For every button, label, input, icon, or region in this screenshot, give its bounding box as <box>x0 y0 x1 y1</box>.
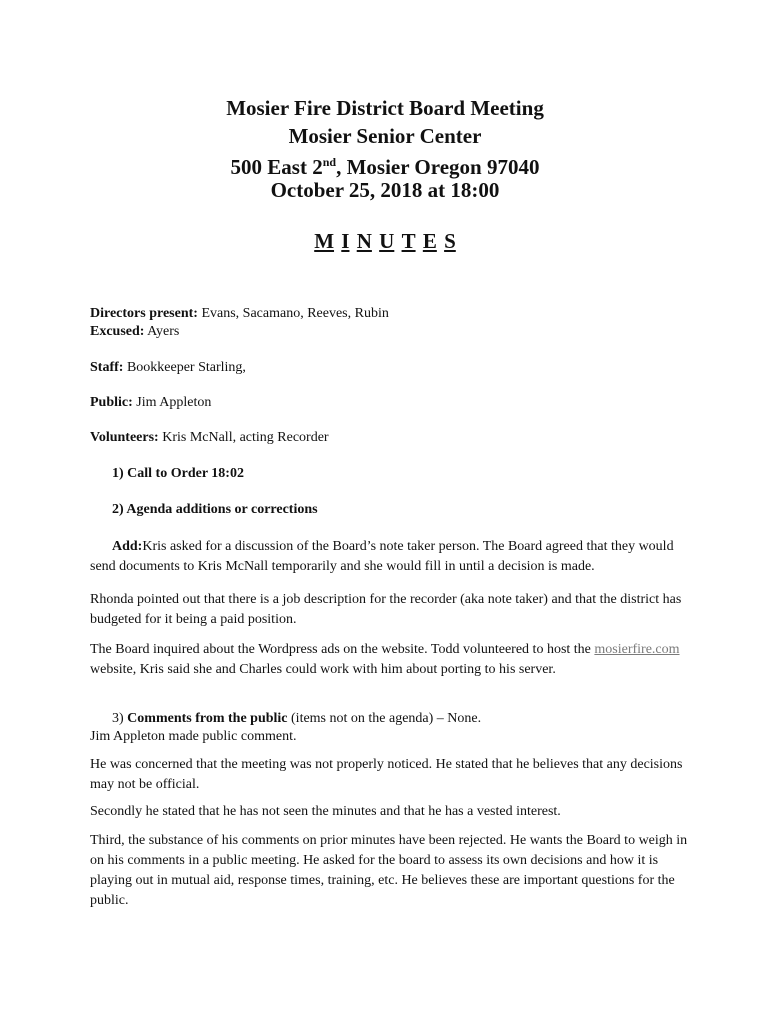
item3-rest: (items not on the agenda) – None. <box>287 711 482 726</box>
minutes-letter: M <box>314 229 335 253</box>
add-label: Add: <box>112 539 143 554</box>
public-value: Jim Appleton <box>132 395 212 410</box>
staff <box>90 358 690 378</box>
wordpress-text-post: website, Kris said she and Charles could work with him about porting to his server. <box>90 662 556 677</box>
agenda-item-1: 1) Call to Order 18:02 <box>112 466 244 481</box>
secondly-paragraph: Secondly he stated that he has not seen the minutes and that he has a vested interest. <box>90 804 561 819</box>
item3-number: 3) <box>112 711 128 726</box>
address-prefix: 500 East 2 <box>230 155 323 179</box>
public <box>90 393 690 413</box>
minutes-letter: T <box>401 229 416 253</box>
add-paragraph <box>90 537 690 577</box>
public-label: Public: <box>90 395 133 410</box>
concern-paragraph: He was concerned that the meeting was not properly noticed. He stated that he believes that any decisions may not be official. <box>90 757 683 792</box>
directors-label: Directors present: <box>90 306 198 321</box>
meeting-date: October 25, 2018 at 18:00 <box>270 178 500 202</box>
volunteers-value: Kris McNall, acting Recorder <box>158 430 329 445</box>
meeting-location: Mosier Senior Center <box>288 124 482 148</box>
wordpress-paragraph <box>90 640 690 680</box>
address-suffix: , Mosier Oregon 97040 <box>336 155 540 179</box>
volunteers <box>90 428 690 448</box>
agenda-item-3 <box>90 709 712 729</box>
jim-comment: Jim Appleton made public comment. <box>90 729 297 744</box>
add-text: Kris asked for a discussion of the Board’s note taker person. The Board agreed that they would send documents to Kris McNall temporarily and she would fill in until a decision is made. <box>90 539 674 574</box>
minutes-letter: E <box>422 229 437 253</box>
staff-value: Bookkeeper Starling, <box>123 360 246 375</box>
agenda-item-2: 2) Agenda additions or corrections <box>112 502 318 517</box>
rhonda-paragraph: Rhonda pointed out that there is a job description for the recorder (aka note taker) and that the district has budgeted for it being a paid position. <box>90 592 682 627</box>
item3-title: Comments from the public <box>127 711 288 726</box>
directors-present <box>90 304 690 324</box>
minutes-heading <box>0 229 770 254</box>
third-paragraph: Third, the substance of his comments on prior minutes have been rejected. He wants the Board to weigh in on his comments in a public meeting. He asked for the board to assess its own decisions and how it is playing out in mutual aid, response times, training, etc. He believes these are important questions for the public. <box>90 833 688 908</box>
directors-value: Evans, Sacamano, Reeves, Rubin <box>197 306 389 321</box>
meeting-title: Mosier Fire District Board Meeting <box>226 96 544 120</box>
wordpress-text-pre: The Board inquired about the Wordpress ads on the website. Todd volunteered to host the <box>90 642 595 657</box>
excused <box>90 322 690 342</box>
address-superscript: nd <box>322 155 337 169</box>
minutes-letter: I <box>341 229 350 253</box>
excused-label: Excused: <box>90 324 145 339</box>
mosierfire-link[interactable]: mosierfire.com <box>594 642 680 657</box>
staff-label: Staff: <box>90 360 124 375</box>
minutes-letter: S <box>444 229 456 253</box>
minutes-letter: U <box>379 229 395 253</box>
excused-value: Ayers <box>144 324 180 339</box>
minutes-letter: N <box>356 229 372 253</box>
volunteers-label: Volunteers: <box>90 430 159 445</box>
